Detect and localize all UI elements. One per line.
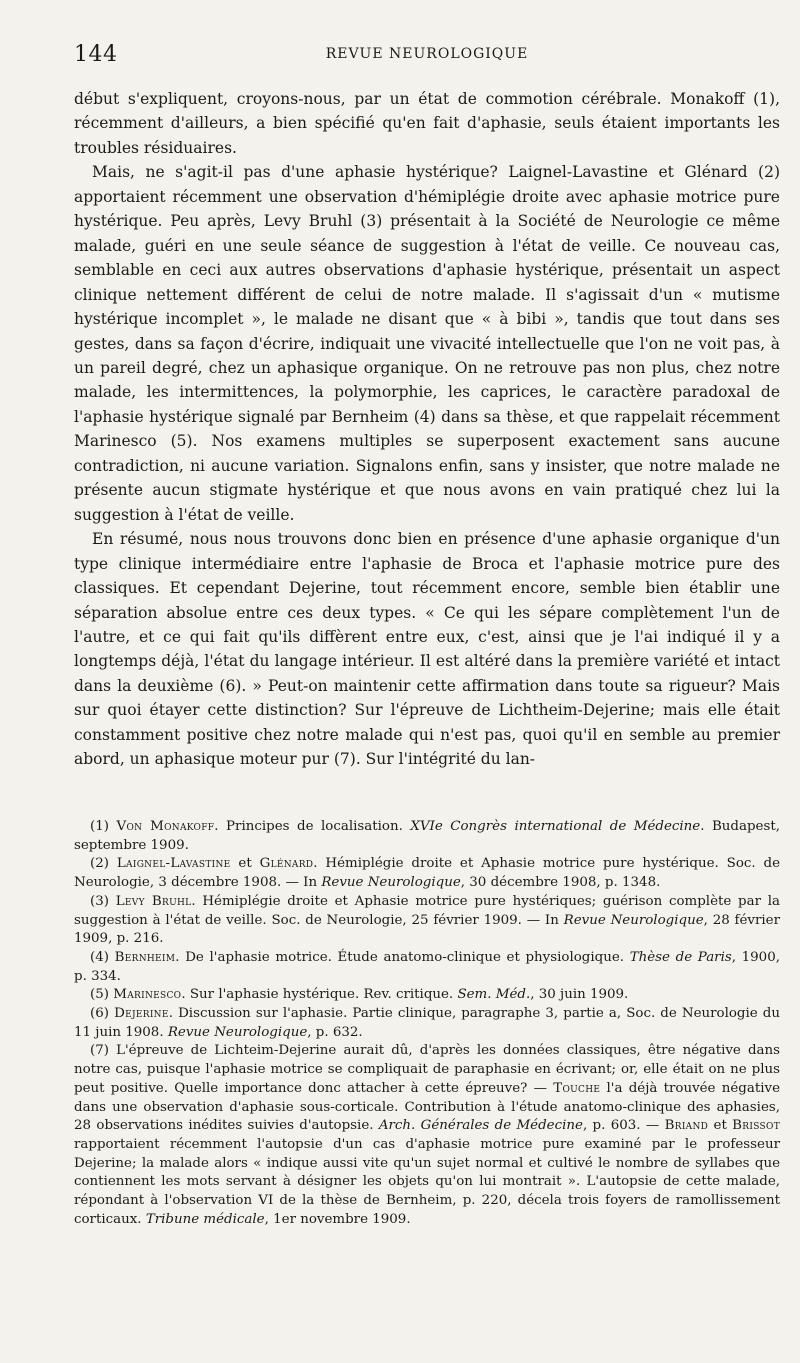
footnote-italic: Revue Neurologique	[167, 1024, 308, 1040]
footnote-author: Marinesco	[113, 987, 182, 1003]
paragraph-1: début s'expliquent, croyons-nous, par un état de commotion cérébrale. Monakoff (1), récemment d'ailleurs, a bien spécifié qu'en fait d'aphasie, seuls étaient importants les troubles résiduaires.	[74, 90, 780, 157]
footnote-number: (4)	[90, 949, 109, 965]
footnote-text: , 1900, p. 334.	[74, 949, 780, 984]
footnote-text: . Hémiplégie droite et Aphasie motrice pure hystériques; guérison complète par la suggestion à l'état de veille. Soc. de Neurologie, 25 février 1909. — In	[74, 893, 781, 928]
footnote-text: . Budapest, septembre 1909.	[74, 819, 780, 853]
footnote-italic: Sem. Méd.	[457, 987, 531, 1003]
footnote-italic: Tribune médicale	[145, 1211, 265, 1227]
footnote-italic: Revue Neurologique	[563, 912, 704, 928]
page-header	[74, 42, 780, 68]
footnote-1	[74, 818, 780, 855]
footnote-number: (1)	[90, 819, 109, 834]
footnote-number: (7)	[90, 1043, 109, 1059]
footnote-text: et	[708, 1118, 733, 1134]
footnote-text: . De l'aphasie motrice. Étude anatomo-clinique et physiologique.	[175, 949, 630, 965]
footnote-text: , p. 603. —	[582, 1118, 665, 1134]
running-head: REVUE NEUROLOGIQUE	[325, 46, 529, 62]
footnote-number: (3)	[90, 893, 109, 909]
footnote-text: , p. 632.	[307, 1024, 363, 1040]
footnote-author: Touche	[553, 1080, 601, 1096]
footnote-author: Levy Bruhl	[115, 893, 192, 909]
footnote-text: . Sur l'aphasie hystérique. Rev. critique.	[181, 987, 458, 1003]
footnote-5	[74, 986, 780, 1005]
footnote-3	[74, 893, 780, 949]
footnote-text: . Principes de localisation.	[214, 819, 411, 834]
footnote-text: et	[230, 856, 260, 872]
paragraph-2: Mais, ne s'agit-il pas d'une aphasie hystérique? Laignel-Lavastine et Glénard (2) apportaient récemment une observation d'hémiplégie droite avec aphasie motrice pure hystérique. Peu après, Levy Bruhl (3) présentait à la Société de Neurologie ce même malade, guéri en une seule séance de suggestion à l'état de veille. Ce nouveau cas, semblable en ceci aux autres observations d'aphasie hystérique, présentait un aspect clinique nettement différent de celui de notre malade. Il s'agissait d'un « mutisme hystérique incomplet », le malade ne disant que « à bibi », tandis que tout dans ses gestes, dans sa façon d'écrire, indiquait une vivacité intellectuelle que l'on ne voit pas, à un pareil degré, chez un aphasique organique. On ne retrouve pas non plus, chez notre malade, les intermittences, la polymorphie, les caprices, le caractère paradoxal de l'aphasie hystérique signalé par Bernheim (4) dans sa thèse, et que rappelait récemment Marinesco (5). Nos examens multiples se superposent exactement sans aucune contradiction, ni aucune variation. Signalons enfin, sans y insister, que notre malade ne présente aucun stigmate hystérique et que nous avons en vain pratiqué chez lui la suggestion à l'état de veille.	[74, 163, 780, 524]
footnote-text: , 28 février 1909, p. 216.	[74, 912, 781, 947]
footnote-italic: Revue Neurologique	[321, 875, 461, 891]
footnote-text: rapportaient récemment l'autopsie d'un cas d'aphasie motrice pure examiné par le professeur Dejerine; la malade alors « indique aussi vite qu'un sujet normal et cultivé le nombre de syllabes que contiennent les mots servant à désigner les objets qu'on lui montrait ». L'autopsie de cette malade, répondant à l'observation VI de la thèse de Bernheim, p. 220, décela trois foyers de ramollissement corticaux.	[74, 1136, 780, 1227]
body-text	[74, 87, 780, 772]
footnote-italic: Thèse de Paris	[629, 949, 732, 965]
footnote-author: Bernheim	[114, 949, 176, 965]
footnote-text: l'a déjà trouvée négative dans une observation d'aphasie sous-corticale. Contribution à l'étude anatomo-clinique des aphasies, 28 observations inédites suivies d'autopsie.	[74, 1080, 780, 1134]
footnote-text: L'épreuve de Lichteim-Dejerine aurait dû, d'après les données classiques, être négative dans notre cas, puisque l'aphasie motrice se compliquait de paraphasie en écrivant; or, elle était on ne plus peut positive. Quelle importance donc attacher à cette épreuve? —	[74, 1043, 780, 1096]
footnote-author: Briand	[664, 1118, 709, 1134]
footnote-text: . Discussion sur l'aphasie. Partie clinique, paragraphe 3, partie a, Soc. de Neurologie du 11 juin 1908.	[74, 1006, 780, 1040]
footnote-text: , 30 décembre 1908, p. 1348.	[460, 875, 661, 891]
footnote-italic: XVIe Congrès international de Médecine	[410, 819, 701, 834]
paragraph-3: En résumé, nous nous trouvons donc bien en présence d'une aphasie organique d'un type clinique intermédiaire entre l'aphasie de Broca et l'aphasie motrice pure des classiques. Et cependant Dejerine, tout récemment encore, semble bien établir une séparation absolue entre ces deux types. « Ce qui les sépare complètement l'un de l'autre, et ce qui fait qu'ils diffèrent entre eux, c'est, ainsi que je l'ai indiqué il y a longtemps déjà, l'état du langage intérieur. Il est altéré dans la première variété et intact dans la deuxième (6). » Peut-on maintenir cette affirmation dans toute sa rigueur? Mais sur quoi étayer cette distinction? Sur l'épreuve de Lichtheim-Dejerine; mais elle était constamment positive chez notre malade qui n'est pas, quoi qu'il en semble au premier abord, un aphasique moteur pur (7). Sur l'intégrité du lan-	[74, 530, 780, 769]
footnote-4	[74, 949, 780, 986]
footnote-6	[74, 1005, 780, 1042]
footnote-author: Von Monakoff	[116, 819, 215, 834]
footnote-author: Laignel-Lavastine	[116, 856, 231, 872]
page-number: 144	[74, 42, 118, 67]
footnote-text: . Hémiplégie droite et Aphasie motrice pure hystérique. Soc. de Neurologie, 3 décembre 1908. — In	[74, 856, 781, 891]
footnote-2	[74, 855, 780, 892]
footnote-number: (6)	[90, 1006, 109, 1022]
footnote-italic: Arch. Générales de Médecine	[378, 1118, 583, 1134]
footnote-author: Brissot	[732, 1118, 780, 1134]
footnote-text: , 1er novembre 1909.	[264, 1211, 411, 1227]
footnote-author: Glénard	[259, 856, 314, 872]
footnotes	[74, 818, 780, 1229]
footnote-text: , 30 juin 1909.	[530, 987, 629, 1003]
footnote-number: (5)	[90, 987, 109, 1003]
footnote-number: (2)	[90, 856, 109, 872]
footnote-author: Dejerine	[114, 1006, 169, 1022]
footnote-7	[74, 1042, 780, 1229]
